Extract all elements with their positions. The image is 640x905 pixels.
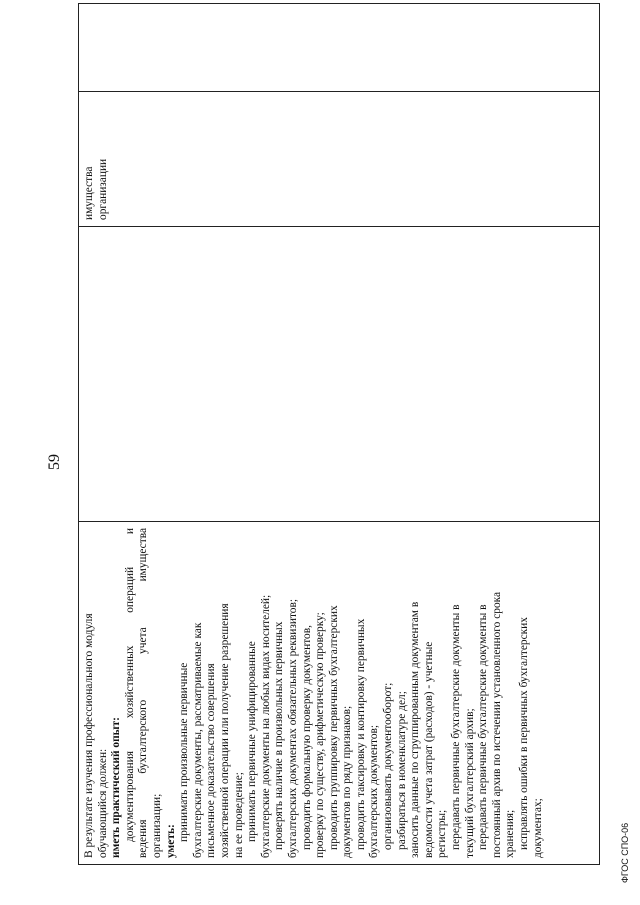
ability-line: передавать первичные бухгалтерские документы в xyxy=(477,604,490,850)
ability-line: бухгалтерских документах обязательных реквизитов; xyxy=(286,598,299,858)
document-code: ФГОС СПО-06 xyxy=(620,822,630,883)
ability-line: текущий бухгалтерский архив; xyxy=(463,708,476,858)
intro-line: В результате изучения профессионального модуля xyxy=(83,613,95,858)
ability-line: ведомости учета затрат (расходов) - учетные xyxy=(422,641,435,858)
asset-cell xyxy=(83,100,110,220)
ability-line: постоянный архив по истечении установленного срока xyxy=(490,591,503,858)
ability-line: проводить группировку первичных бухгалтерских xyxy=(327,605,340,850)
ability-line: проверку по существу, арифметическую проверку; xyxy=(314,612,327,858)
ability-line: на ее проведение; xyxy=(232,772,245,858)
ability-line: принимать произвольные первичные xyxy=(178,662,191,842)
experience-heading: иметь практический опыт: xyxy=(110,717,123,858)
ability-line: документов по ряду признаков; xyxy=(341,705,354,858)
experience-line: документирования хозяйственных операций и xyxy=(123,528,136,842)
experience-line: организации; xyxy=(150,793,163,858)
column-divider xyxy=(79,226,599,227)
ability-line: документах; xyxy=(531,798,544,858)
ability-line: исправлять ошибки в первичных бухгалтерских xyxy=(518,617,530,850)
column-divider xyxy=(79,91,599,92)
ability-line: хозяйственной операции или получение разрешения xyxy=(218,603,231,858)
ability-line: проводить таксировку и контировку первичных xyxy=(354,618,367,850)
asset-line: организации xyxy=(96,158,109,220)
ability-line: передавать первичные бухгалтерские документы в xyxy=(450,604,463,850)
ability-line: организовывать документооборот; xyxy=(382,682,395,850)
intro-line: обучающийся должен: xyxy=(96,748,109,858)
ability-line: регистры; xyxy=(436,809,449,858)
ability-line: проводить формальную проверку документов, xyxy=(300,625,313,850)
ability-line: письменное доказательство совершения xyxy=(205,663,218,858)
ability-line: заносить данные по сгруппированным документам в xyxy=(409,601,422,858)
column-divider xyxy=(79,521,599,522)
ability-line: хранения; xyxy=(504,809,517,858)
page-number: 59 xyxy=(46,454,63,470)
ability-line: принимать первичные унифицированные xyxy=(246,641,259,842)
ability-line: разбираться в номенклатуре дел; xyxy=(395,691,408,850)
asset-line: имущества xyxy=(83,166,95,220)
ability-line: бухгалтерские документы, рассматриваемые как xyxy=(191,622,204,858)
skills-requirements-cell xyxy=(83,528,545,858)
table-row xyxy=(78,3,600,865)
ability-line: проверять наличие в произвольных первичных xyxy=(273,621,286,850)
abilities-heading: уметь: xyxy=(164,824,177,858)
ability-line: бухгалтерских документов; xyxy=(368,724,381,858)
experience-line: ведения бухгалтерского учета имущества xyxy=(137,528,150,858)
ability-line: бухгалтерские документы на любых видах носителей; xyxy=(259,594,272,858)
